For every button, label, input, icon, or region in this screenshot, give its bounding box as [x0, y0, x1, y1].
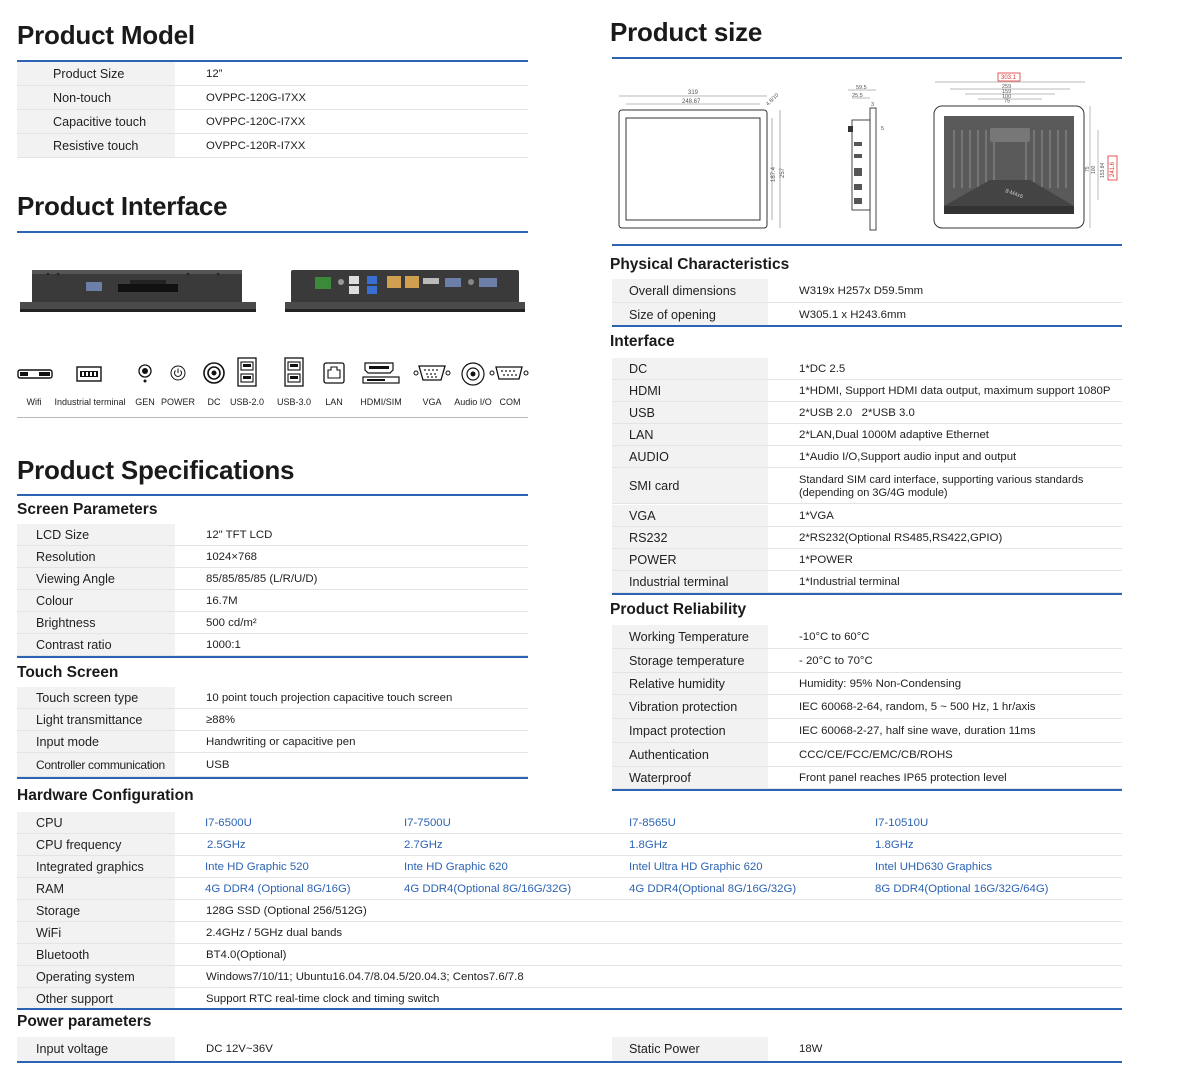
dim-label: 4.8/10 — [765, 92, 781, 108]
device-bottom-view-image — [18, 262, 258, 317]
dim-label: 25.5 — [852, 93, 863, 99]
divider — [612, 593, 1122, 595]
hardware-heading: Hardware Configuration — [17, 787, 194, 804]
terminal-block-icon — [76, 366, 102, 382]
interface-icon-strip: Wifi Industrial terminal GEN POWER DC USB-2.0 USB-3.0 LAN HDMI/SIM VGA Audio I/O COM — [17, 340, 528, 418]
dim-label: 248.67 — [682, 99, 701, 105]
dim-label: 257 — [780, 167, 786, 178]
audio-jack-icon — [461, 362, 485, 386]
table-row: Waterproof Front panel reaches IP65 protection level — [612, 767, 1122, 789]
divider — [17, 494, 528, 496]
usb3-port-icon — [284, 357, 304, 387]
table-row: LCD Size 12" TFT LCD — [17, 524, 528, 546]
dim-label: 59.5 — [856, 85, 867, 91]
product-interface-title: Product Interface — [17, 191, 228, 221]
dim-label: 5 — [881, 126, 885, 132]
table-row: Resolution 1024×768 — [17, 546, 528, 568]
divider — [612, 244, 1122, 246]
wifi-antenna-icon — [17, 367, 53, 381]
table-row: SMI card Standard SIM card interface, supporting various standards (depending on 3G/4G module) — [612, 468, 1122, 504]
dc-jack-icon — [203, 362, 225, 384]
touch-screen-heading: Touch Screen — [17, 664, 119, 681]
dim-label: 3 — [871, 102, 875, 108]
table-row: CPU I7-6500U I7-7500U I7-8565U I7-10510U — [17, 812, 1122, 834]
table-row: Other support Support RTC real-time clock and timing switch — [17, 988, 1122, 1010]
dim-label: 100 — [1091, 165, 1097, 174]
dim-label: 75 — [1004, 98, 1011, 105]
table-row: Vibration protection IEC 60068-2-64, random, 5 ~ 500 Hz, 1 hr/axis — [612, 695, 1122, 719]
table-row: USB 2*USB 2.0 2*USB 3.0 — [612, 402, 1122, 424]
table-row: Viewing Angle 85/85/85/85 (L/R/U/D) — [17, 568, 528, 590]
divider — [17, 656, 528, 658]
table-row: Input mode Handwriting or capacitive pen — [17, 731, 528, 753]
divider — [612, 789, 1122, 791]
table-row: POWER 1*POWER — [612, 549, 1122, 571]
product-size-title: Product size — [610, 17, 763, 47]
table-row: Product Size 12” — [17, 62, 528, 86]
table-row: Bluetooth BT4.0(Optional) — [17, 944, 1122, 966]
gen-button-icon — [138, 364, 152, 384]
com-port-icon — [489, 365, 529, 381]
dim-label: 303.1 — [1001, 75, 1017, 81]
table-row: Impact protection IEC 60068-2-27, half sine wave, duration 11ms — [612, 719, 1122, 743]
table-row: Non-touch OVPPC-120G-I7XX — [17, 86, 528, 110]
table-row: Integrated graphics Inte HD Graphic 520 Inte HD Graphic 620 Intel Ultra HD Graphic 620 Intel UHD630 Graphics — [17, 856, 1122, 878]
table-row: Brightness 500 cd/m² — [17, 612, 528, 634]
dim-label: 153.84 — [1100, 162, 1106, 178]
table-row: Light transmittance ≥88% — [17, 709, 528, 731]
table-row: AUDIO 1*Audio I/O,Support audio input and output — [612, 446, 1122, 468]
dim-label: 259 — [1002, 84, 1012, 90]
divider — [17, 231, 528, 233]
power-icon — [170, 365, 186, 381]
divider — [17, 1008, 1122, 1010]
divider — [17, 1061, 1122, 1063]
vga-port-icon — [413, 364, 451, 382]
screen-parameters-heading: Screen Parameters — [17, 501, 158, 518]
table-row: DC 1*DC 2.5 — [612, 358, 1122, 380]
table-row: RS232 2*RS232(Optional RS485,RS422,GPIO) — [612, 527, 1122, 549]
dim-label: 159 — [1002, 89, 1012, 95]
back-view-drawing — [930, 70, 1120, 240]
reliability-heading: Product Reliability — [610, 601, 747, 618]
table-row: Storage temperature - 20°C to 70°C — [612, 649, 1122, 673]
table-row: Resistive touch OVPPC-120R-I7XX — [17, 134, 528, 158]
dim-label: 100 — [1002, 94, 1012, 100]
table-row: HDMI 1*HDMI, Support HDMI data output, maximum support 1080P — [612, 380, 1122, 402]
device-io-view-image — [283, 262, 529, 317]
table-row: WiFi 2.4GHz / 5GHz dual bands — [17, 922, 1122, 944]
table-row: Colour 16.7M — [17, 590, 528, 612]
physical-heading: Physical Characteristics — [610, 256, 790, 273]
hdmi-sim-icon — [361, 361, 401, 385]
usb2-port-icon — [237, 357, 257, 387]
table-row: Overall dimensions W319x H257x D59.5mm — [612, 279, 1122, 303]
front-view-drawing — [612, 82, 787, 237]
lan-port-icon — [323, 362, 345, 384]
table-row: Size of opening W305.1 x H243.6mm — [612, 303, 1122, 327]
dim-label: 319 — [688, 90, 699, 96]
table-row: Input voltage DC 12V~36V Static Power 18W — [17, 1037, 1122, 1061]
dim-label: 8-M4x6 — [1004, 188, 1024, 201]
product-specifications-title: Product Specifications — [17, 455, 295, 485]
product-model-title: Product Model — [17, 20, 195, 50]
dim-label: 75 — [1085, 166, 1091, 172]
table-row: Operating system Windows7/10/11; Ubuntu16.04.7/8.04.5/20.04.3; Centos7.6/7.8 — [17, 966, 1122, 988]
table-row: CPU frequency 2.5GHz 2.7GHz 1.8GHz 1.8GHz — [17, 834, 1122, 856]
table-row: Storage 128G SSD (Optional 256/512G) — [17, 900, 1122, 922]
side-view-drawing — [840, 82, 890, 237]
divider — [612, 325, 1122, 327]
dim-label: 241.6 — [1110, 161, 1116, 177]
power-heading: Power parameters — [17, 1013, 152, 1030]
interface-heading: Interface — [610, 333, 675, 350]
table-row: Touch screen type 10 point touch projection capacitive touch screen — [17, 687, 528, 709]
table-row: Authentication CCC/CE/FCC/EMC/CB/ROHS — [612, 743, 1122, 767]
table-row: VGA 1*VGA — [612, 505, 1122, 527]
table-row: Working Temperature -10°C to 60°C — [612, 625, 1122, 649]
table-row: Relative humidity Humidity: 95% Non-Condensing — [612, 673, 1122, 695]
table-row: LAN 2*LAN,Dual 1000M adaptive Ethernet — [612, 424, 1122, 446]
table-row: RAM 4G DDR4 (Optional 8G/16G) 4G DDR4(Optional 8G/16G/32G) 4G DDR4(Optional 8G/16G/32G) 8G DDR4(Optional 16G/32G/64G) — [17, 878, 1122, 900]
divider — [17, 777, 528, 779]
divider — [612, 57, 1122, 59]
table-row: Industrial terminal 1*Industrial terminal — [612, 571, 1122, 593]
table-row: Capacitive touch OVPPC-120C-I7XX — [17, 110, 528, 134]
table-row: Controller communication USB — [17, 753, 528, 777]
table-row: Contrast ratio 1000:1 — [17, 634, 528, 656]
dim-label: 187.4 — [771, 166, 777, 182]
